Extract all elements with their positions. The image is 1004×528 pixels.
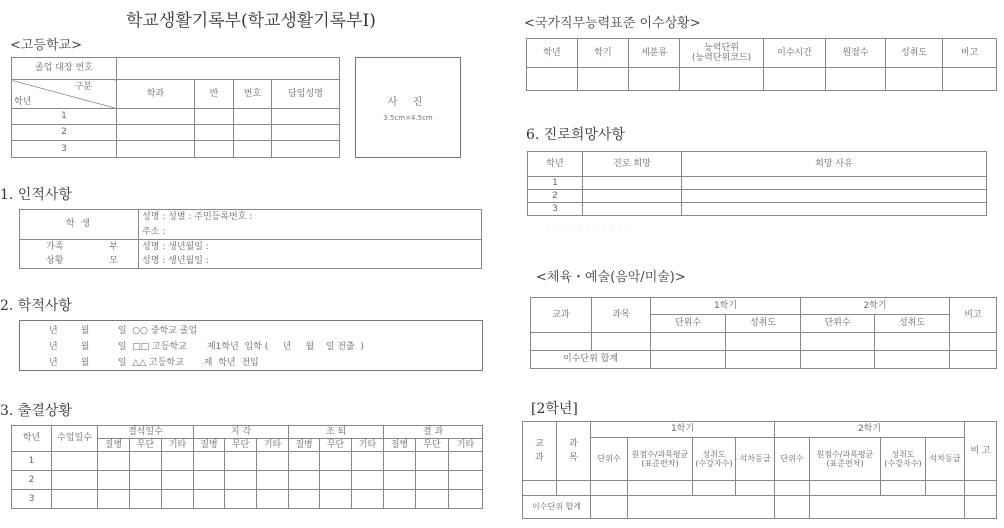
cell[interactable]: [726, 351, 801, 369]
diag-header-category: 구분: [74, 82, 92, 92]
std-dev-label: (표준편차): [641, 459, 679, 468]
total-units-label: 이수단위 합계: [531, 351, 651, 369]
cell[interactable]: [578, 68, 629, 91]
father-line[interactable]: 성명 : 생년월일 :: [139, 240, 482, 254]
number-field[interactable]: [234, 141, 272, 158]
cell[interactable]: [810, 496, 965, 519]
attendance-table: [11, 425, 483, 509]
col-header-achievement: 성취도: [886, 39, 943, 68]
section-heading-personal-info: 1. 인적사항: [0, 187, 72, 203]
reason-field[interactable]: [682, 203, 987, 216]
group-header-early-leave: 조 퇴: [289, 426, 384, 439]
cell[interactable]: [384, 452, 416, 471]
cell[interactable]: [801, 351, 875, 369]
cell[interactable]: [628, 496, 775, 519]
cell[interactable]: [875, 351, 950, 369]
table-row: [12, 452, 483, 471]
col-header-subject-area: [523, 422, 557, 481]
cell[interactable]: [384, 490, 416, 509]
class-field[interactable]: [195, 109, 234, 125]
cell[interactable]: [693, 481, 736, 496]
subcol-other: 기타: [449, 439, 483, 452]
student-address[interactable]: 주소 :: [139, 225, 482, 240]
cell[interactable]: [98, 490, 130, 509]
table-row: [531, 351, 997, 369]
col-header-remarks: 비 고: [965, 422, 997, 481]
subcol-rank-grade: 석차등급: [926, 438, 965, 481]
cell[interactable]: [194, 490, 225, 509]
achievement-label: 성취도: [702, 449, 726, 459]
subcol-units: 단위수: [775, 438, 810, 481]
record-line-transfer[interactable]: 년 월 일 △△ 고등학교 제 학년 전입: [49, 358, 259, 368]
subject-char-1: 과: [569, 438, 578, 449]
cell[interactable]: [384, 471, 416, 490]
record-line-middle-school[interactable]: 년 월 일 ○○ 중학교 졸업: [49, 326, 198, 336]
std-dev-label: (표준편차): [826, 459, 864, 468]
cell[interactable]: [591, 496, 628, 519]
grade-cell: 3: [12, 141, 117, 158]
cell[interactable]: [194, 471, 225, 490]
ncs-table: [526, 38, 997, 91]
table-row: [528, 177, 987, 190]
school-record-box: [19, 320, 483, 371]
subcol-units: 단위수: [591, 438, 628, 481]
department-field[interactable]: [117, 125, 195, 141]
diag-header-grade: 학년: [14, 96, 32, 107]
table-row: [528, 190, 987, 203]
subcol-raw-score: [628, 438, 693, 481]
col-header-raw-score: 원점수: [826, 39, 886, 68]
cell[interactable]: [225, 452, 257, 471]
competency-unit-code-label: (능력단위코드): [691, 53, 752, 63]
col-header-subject: 과목: [592, 298, 651, 333]
achievement-label: 성취도: [891, 449, 915, 459]
subcol-unexcused: 무단: [320, 439, 352, 452]
grade-cell: 1: [12, 452, 52, 471]
grade2-table: [522, 421, 997, 519]
cell[interactable]: [943, 68, 997, 91]
table-row: [527, 68, 997, 91]
col-header-career-hope: 진로 희망: [583, 152, 682, 177]
col-header-subcategory: 세분류: [629, 39, 680, 68]
subcol-illness: 질병: [289, 439, 320, 452]
number-field[interactable]: [234, 109, 272, 125]
personal-info-table: [19, 209, 482, 269]
col-header-school-days: 수업일수: [52, 426, 98, 452]
grade-cell: 3: [12, 490, 52, 509]
raw-score-label: 원점수/과목평균: [631, 449, 689, 459]
cell[interactable]: [162, 471, 194, 490]
cell[interactable]: [886, 68, 943, 91]
cell[interactable]: [881, 481, 926, 496]
cell[interactable]: [629, 68, 680, 91]
teacher-field[interactable]: [272, 125, 340, 141]
group-header-missed-class: 결 과: [384, 426, 483, 439]
raw-score-label: 원점수/과목평균: [816, 449, 874, 459]
cell[interactable]: [320, 452, 352, 471]
subcol-illness: 질병: [194, 439, 225, 452]
col-header-subject: [557, 422, 591, 481]
subcol-achievement: [693, 438, 736, 481]
cell[interactable]: [352, 490, 384, 509]
photo-label: 사 진: [387, 97, 429, 108]
document-title: 학교생활기록부(학교생활기록부Ⅰ): [126, 11, 376, 31]
cell[interactable]: [98, 452, 130, 471]
cell[interactable]: [628, 481, 693, 496]
group-header-tardy: 지 각: [194, 426, 289, 439]
arts-table: [530, 297, 997, 369]
career-table: [527, 151, 987, 216]
cell[interactable]: [449, 452, 483, 471]
class-field[interactable]: [195, 141, 234, 158]
col-header-competency-unit: [680, 39, 764, 68]
cell[interactable]: [950, 351, 997, 369]
col-header-class: 반: [195, 80, 234, 109]
subcol-unexcused: 무단: [130, 439, 162, 452]
col-header-grade: 학년: [527, 39, 578, 68]
cell[interactable]: [52, 490, 98, 509]
cell[interactable]: [449, 490, 483, 509]
grade-cell: 2: [12, 125, 117, 141]
grade-cell: 1: [12, 109, 117, 125]
section-heading-school-record: 2. 학적사항: [0, 298, 72, 314]
grade2-heading: [2학년]: [531, 401, 578, 417]
subcol-units: 단위수: [801, 315, 875, 333]
cell[interactable]: [416, 490, 449, 509]
cell[interactable]: [965, 496, 997, 519]
cell[interactable]: [352, 452, 384, 471]
cell[interactable]: [257, 490, 289, 509]
cell[interactable]: [130, 490, 162, 509]
teacher-field[interactable]: [272, 109, 340, 125]
cell[interactable]: [352, 471, 384, 490]
section-heading-career: 6. 진로희망사항: [526, 127, 625, 143]
student-label: 학 생: [20, 210, 139, 240]
col-header-number: 번호: [234, 80, 272, 109]
number-field[interactable]: [234, 125, 272, 141]
cell[interactable]: [130, 471, 162, 490]
cell[interactable]: [591, 481, 628, 496]
table-row: [12, 141, 340, 158]
cell[interactable]: [764, 68, 826, 91]
subcol-achievement: 성취도: [726, 315, 801, 333]
table-row: [12, 471, 483, 490]
student-count-label: (수강자수): [884, 459, 922, 468]
subcol-other: 기타: [352, 439, 384, 452]
graduation-class-table: [11, 57, 340, 158]
cell[interactable]: [531, 333, 592, 351]
mother-line[interactable]: 성명 : 생년월일 :: [139, 254, 482, 269]
cell[interactable]: [680, 68, 764, 91]
cell[interactable]: [801, 333, 875, 351]
cell[interactable]: [726, 333, 801, 351]
cell[interactable]: [225, 471, 257, 490]
subcol-raw-score: [810, 438, 881, 481]
col-header-semester: 학기: [578, 39, 629, 68]
teacher-field[interactable]: [272, 141, 340, 158]
cell[interactable]: [775, 496, 810, 519]
subcol-illness: 질병: [384, 439, 416, 452]
cell[interactable]: [651, 333, 726, 351]
cell[interactable]: [52, 471, 98, 490]
subcol-achievement: [881, 438, 926, 481]
subcol-units: 단위수: [651, 315, 726, 333]
cell[interactable]: [523, 481, 557, 496]
arts-heading: <체육・예술(음악/미술)>: [536, 270, 686, 285]
cell[interactable]: [449, 471, 483, 490]
grade-cell: 1: [528, 177, 583, 190]
table-row: [531, 333, 997, 351]
family-label-2: 상황: [20, 254, 90, 269]
faint-note: ※ 진로 희망 사항 기재 관련: [545, 225, 630, 233]
student-count-label: (수강자수): [695, 459, 733, 468]
table-row: [12, 109, 340, 125]
col-header-semester-1: 1학기: [651, 298, 801, 315]
col-header-grade: 학년: [12, 426, 52, 452]
cell[interactable]: [289, 471, 320, 490]
reason-field[interactable]: [682, 177, 987, 190]
cell[interactable]: [257, 471, 289, 490]
record-line-admission[interactable]: 년 월 일 □□ 고등학교 제1학년 입학 ( 년 월 일 전출 ): [49, 342, 364, 352]
col-header-semester-1: 1학기: [591, 422, 775, 438]
grade-cell: 2: [528, 190, 583, 203]
subcol-rank-grade: 석차등급: [736, 438, 775, 481]
cell[interactable]: [416, 452, 449, 471]
table-row: [523, 496, 997, 519]
school-level-label: <고등학교>: [10, 38, 83, 53]
table-row: [523, 481, 997, 496]
col-header-reason: 희망 사유: [682, 152, 987, 177]
career-field[interactable]: [583, 190, 682, 203]
cell[interactable]: [775, 481, 810, 496]
graduation-register-label: 졸업 대장 번호: [12, 58, 117, 80]
total-units-label: 이수단위 합계: [523, 496, 591, 519]
subject-area-char-2: 과: [535, 453, 544, 463]
col-header-department: 학과: [117, 80, 195, 109]
col-header-remarks: 비고: [950, 298, 997, 333]
cell[interactable]: [289, 452, 320, 471]
reason-field[interactable]: [682, 190, 987, 203]
subject-char-2: 목: [569, 453, 578, 463]
cell[interactable]: [651, 351, 726, 369]
col-header-grade: 학년: [528, 152, 583, 177]
cell[interactable]: [162, 452, 194, 471]
diagonal-header-cell: [12, 80, 117, 109]
class-field[interactable]: [195, 125, 234, 141]
section-heading-attendance: 3. 출결상황: [0, 403, 72, 419]
cell[interactable]: [289, 490, 320, 509]
department-field[interactable]: [117, 141, 195, 158]
cell[interactable]: [950, 333, 997, 351]
cell[interactable]: [736, 481, 775, 496]
cell[interactable]: [162, 490, 194, 509]
family-label-1: 가족: [20, 240, 90, 254]
cell[interactable]: [926, 481, 965, 496]
career-field[interactable]: [583, 177, 682, 190]
photo-placeholder[interactable]: [355, 57, 461, 158]
cell[interactable]: [130, 452, 162, 471]
cell[interactable]: [416, 471, 449, 490]
subcol-unexcused: 무단: [225, 439, 257, 452]
col-header-subject-area: 교과: [531, 298, 592, 333]
table-row: [528, 203, 987, 216]
student-line-1[interactable]: 성명 : 성별 : 주민등록번호 :: [139, 210, 482, 225]
group-header-absence: 결석일수: [98, 426, 194, 439]
col-header-semester-2: 2학기: [801, 298, 950, 315]
col-header-completion-hours: 이수시간: [764, 39, 826, 68]
cell[interactable]: [875, 333, 950, 351]
photo-size: 3.5cm×4.5cm: [383, 114, 433, 122]
cell[interactable]: [965, 481, 997, 496]
subcol-unexcused: 무단: [416, 439, 449, 452]
cell[interactable]: [557, 481, 591, 496]
col-header-remarks: 비고: [943, 39, 997, 68]
father-label: 부: [90, 240, 139, 254]
competency-unit-label: 능력단위: [704, 42, 739, 53]
cell[interactable]: [225, 490, 257, 509]
subcol-illness: 질병: [98, 439, 130, 452]
cell[interactable]: [592, 333, 651, 351]
cell[interactable]: [257, 452, 289, 471]
career-field[interactable]: [583, 203, 682, 216]
cell[interactable]: [527, 68, 578, 91]
subcol-other: 기타: [257, 439, 289, 452]
cell[interactable]: [194, 452, 225, 471]
grade-cell: 2: [12, 471, 52, 490]
col-header-homeroom-teacher: 담임성명: [272, 80, 340, 109]
col-header-semester-2: 2학기: [775, 422, 965, 438]
cell[interactable]: [320, 471, 352, 490]
graduation-register-field[interactable]: [117, 58, 340, 80]
mother-label: 모: [90, 254, 139, 269]
table-row: [12, 490, 483, 509]
cell[interactable]: [826, 68, 886, 91]
cell[interactable]: [52, 452, 98, 471]
department-field[interactable]: [117, 109, 195, 125]
grade-cell: 3: [528, 203, 583, 216]
ncs-heading: <국가직무능력표준 이수상황>: [524, 16, 701, 31]
cell[interactable]: [320, 490, 352, 509]
table-row: [12, 125, 340, 141]
subcol-achievement: 성취도: [875, 315, 950, 333]
cell[interactable]: [98, 471, 130, 490]
cell[interactable]: [810, 481, 881, 496]
subject-area-char-1: 교: [535, 438, 544, 449]
subcol-other: 기타: [162, 439, 194, 452]
